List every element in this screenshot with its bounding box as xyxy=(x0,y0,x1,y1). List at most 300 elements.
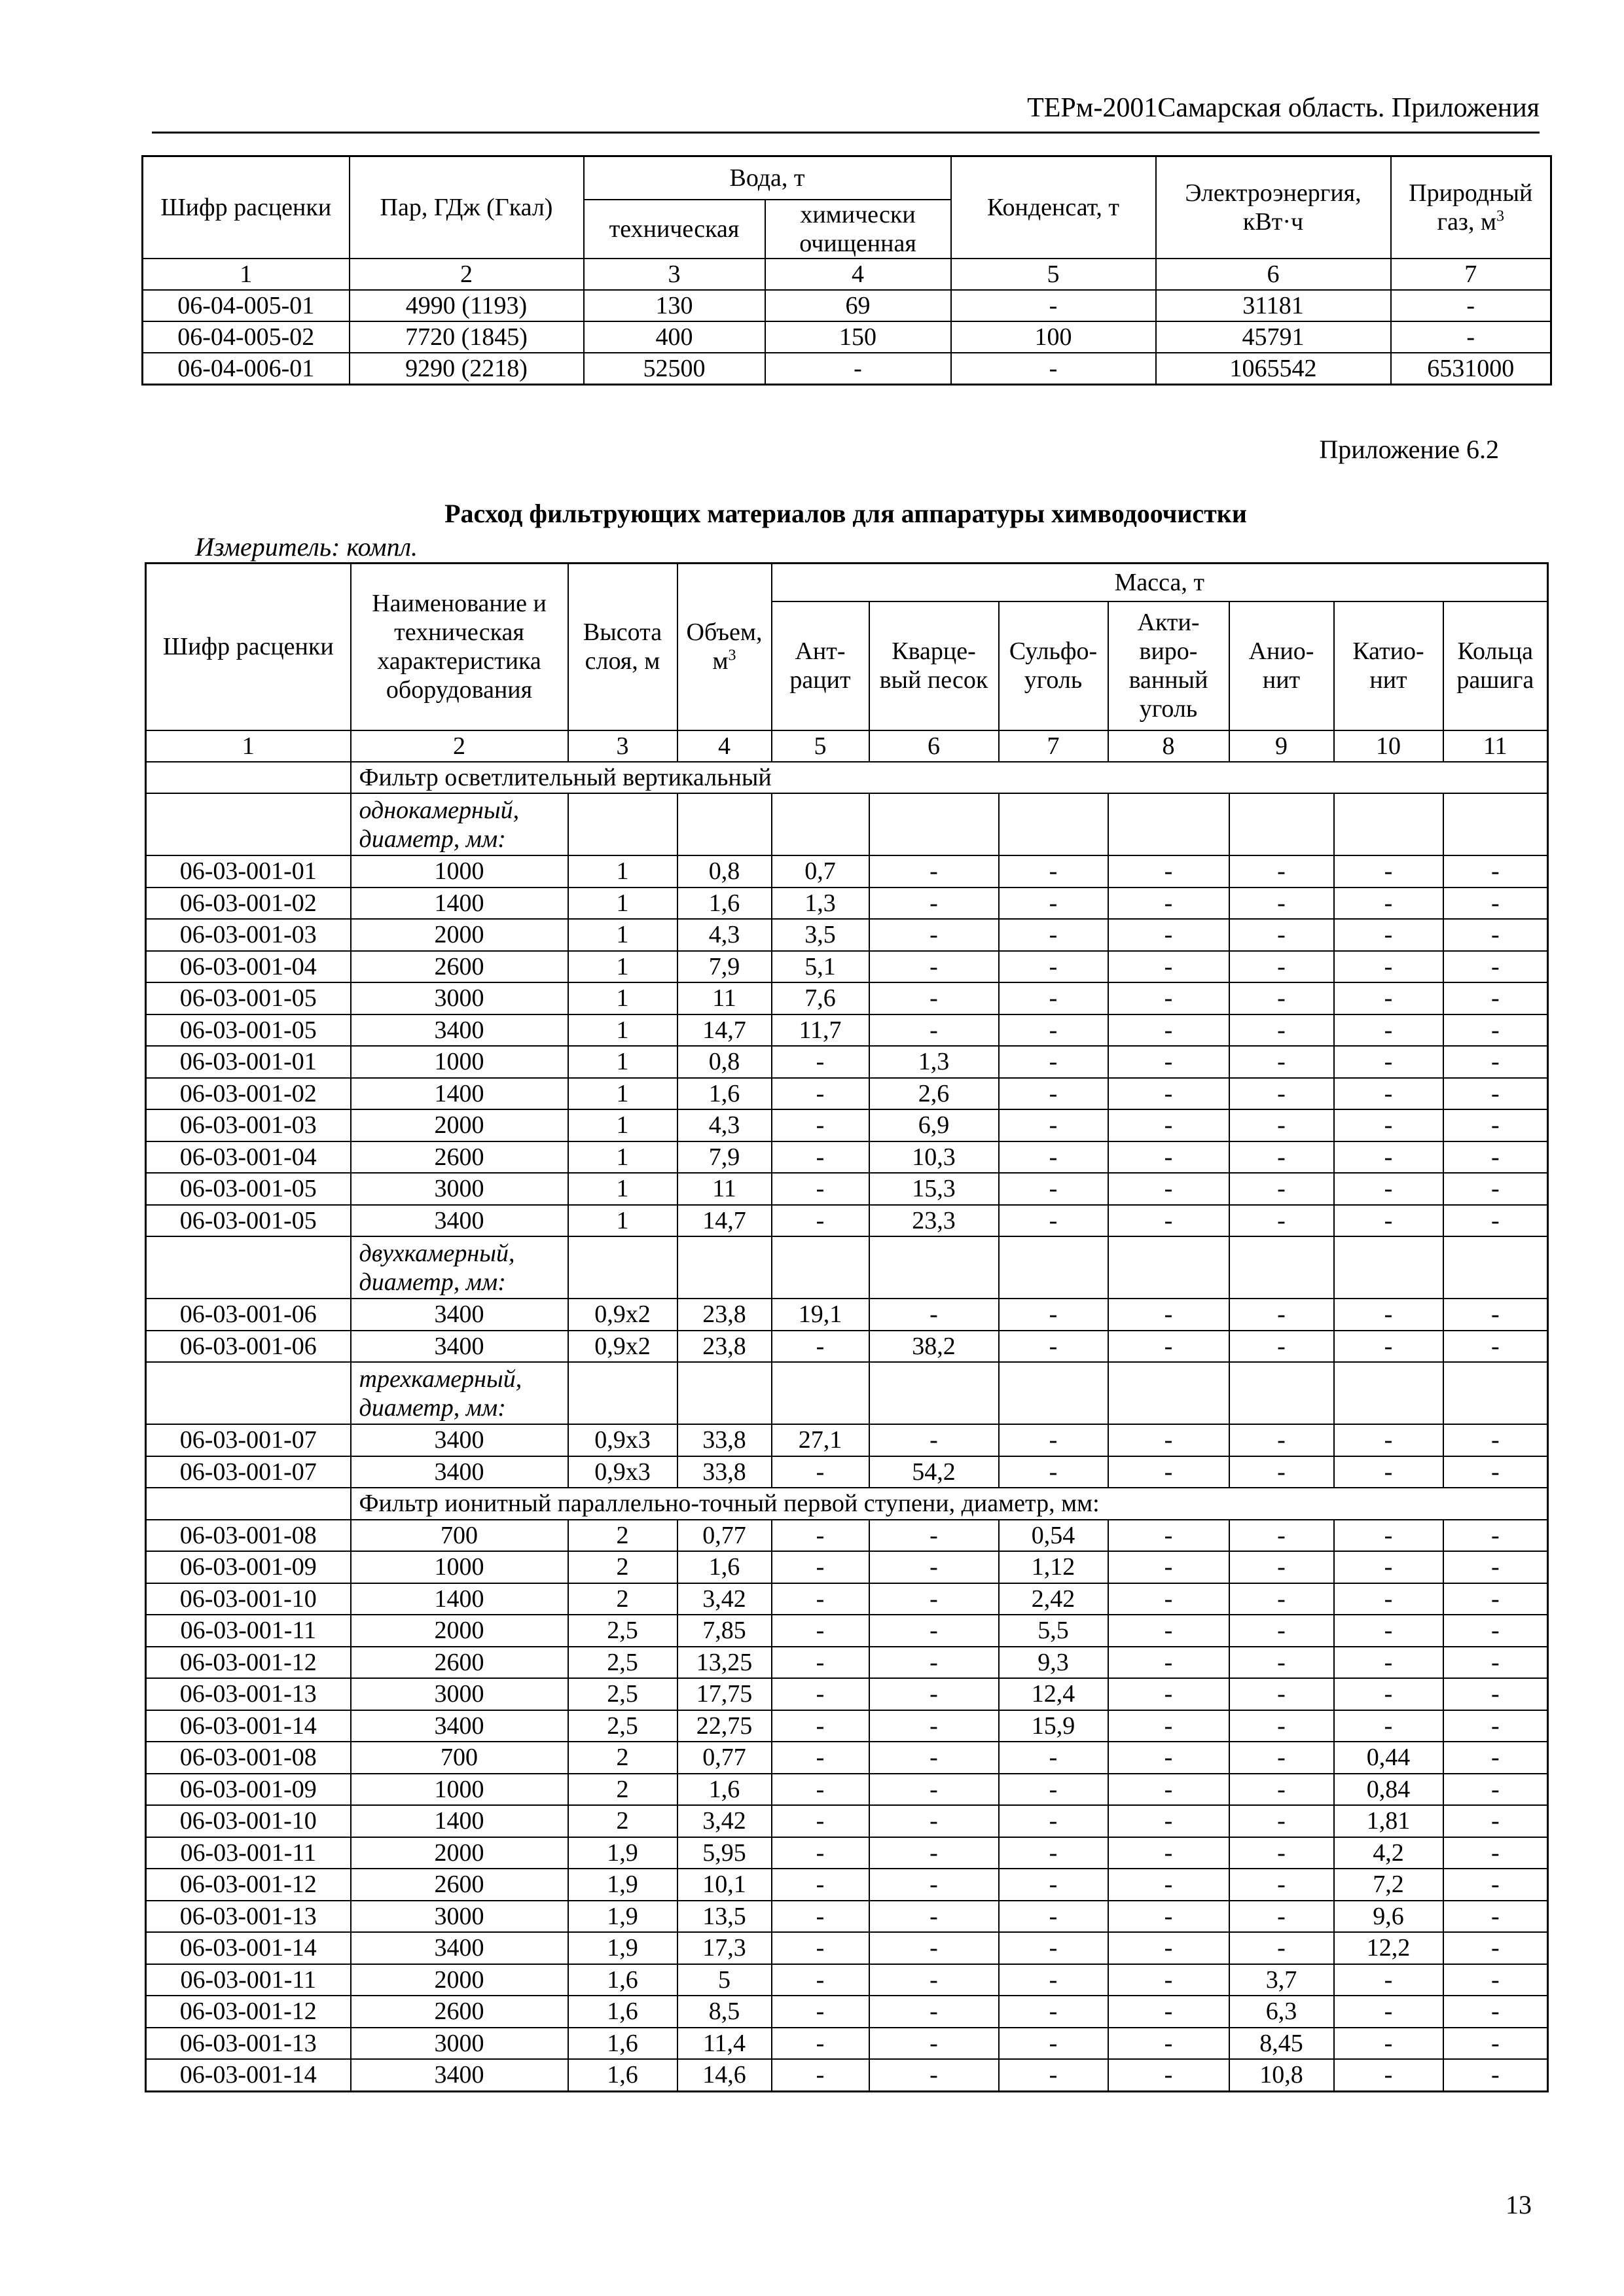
value-cell: - xyxy=(1334,855,1443,888)
column-number-row xyxy=(146,730,1548,762)
value-cell: - xyxy=(1334,1046,1443,1078)
value-cell: - xyxy=(1229,1331,1334,1363)
col-quartz-header: Кварце-вый песок xyxy=(869,601,999,730)
value-cell: - xyxy=(772,1742,869,1774)
value-cell: 1000 xyxy=(351,1774,568,1806)
value-cell: 4,2 xyxy=(1334,1837,1443,1869)
rate-code-cell: 06-03-001-09 xyxy=(146,1774,351,1806)
value-cell: - xyxy=(1334,919,1443,951)
value-cell: 13,25 xyxy=(677,1647,772,1679)
value-cell: - xyxy=(1443,1109,1548,1141)
value-cell: - xyxy=(1108,1078,1229,1110)
table-row xyxy=(146,1774,1548,1806)
value-cell: 3400 xyxy=(351,1331,568,1363)
value-cell: 0,8 xyxy=(677,855,772,888)
value-cell: 1 xyxy=(568,1173,677,1205)
value-cell: 1,12 xyxy=(999,1551,1108,1583)
col-cationite-header: Катио-нит xyxy=(1334,601,1443,730)
value-cell: - xyxy=(999,1173,1108,1205)
table-row xyxy=(146,982,1548,1014)
appendix-label: Приложение 6.2 xyxy=(1319,435,1499,464)
value-cell: 1,6 xyxy=(677,1774,772,1806)
rate-code-cell: 06-03-001-02 xyxy=(146,888,351,920)
value-cell: - xyxy=(1334,1583,1443,1615)
value-cell: - xyxy=(1334,1014,1443,1047)
value-cell: - xyxy=(772,1520,869,1552)
col-activated-header: Акти-виро-ванный уголь xyxy=(1108,601,1229,730)
value-cell: - xyxy=(1334,1551,1443,1583)
column-number: 6 xyxy=(1156,259,1391,290)
value-cell: 54,2 xyxy=(869,1456,999,1488)
value-cell: 0,77 xyxy=(677,1742,772,1774)
value-cell: 3400 xyxy=(351,1932,568,1964)
value-cell: - xyxy=(1229,1869,1334,1901)
column-number: 3 xyxy=(584,259,765,290)
value-cell: 23,8 xyxy=(677,1331,772,1363)
rate-code-cell: 06-03-001-07 xyxy=(146,1456,351,1488)
column-number: 2 xyxy=(351,730,568,762)
value-cell: 3400 xyxy=(351,1424,568,1456)
value-cell: - xyxy=(1334,951,1443,983)
col-gas-label: Природный газ, м xyxy=(1409,179,1533,236)
value-cell: 8,5 xyxy=(677,1996,772,2028)
table-row xyxy=(146,1046,1548,1078)
value-cell: 1,9 xyxy=(568,1837,677,1869)
value-cell: 2,5 xyxy=(568,1615,677,1647)
value-cell: - xyxy=(1334,1424,1443,1456)
value-cell: - xyxy=(1443,1173,1548,1205)
value-cell: 17,3 xyxy=(677,1932,772,1964)
value-cell: 1,9 xyxy=(568,1901,677,1933)
value-cell: 5,5 xyxy=(999,1615,1108,1647)
value-cell: 2600 xyxy=(351,1141,568,1174)
value-cell: 14,7 xyxy=(677,1205,772,1237)
value-cell: 27,1 xyxy=(772,1424,869,1456)
value-cell: - xyxy=(869,1647,999,1679)
value-cell: - xyxy=(999,1805,1108,1837)
empty-cell xyxy=(1334,1236,1443,1299)
value-cell: - xyxy=(1334,1996,1443,2028)
empty-cell xyxy=(146,1488,351,1520)
value-cell: 6,9 xyxy=(869,1109,999,1141)
value-cell: 1,9 xyxy=(568,1932,677,1964)
value-cell: - xyxy=(1391,290,1551,321)
rate-code-cell: 06-03-001-12 xyxy=(146,1869,351,1901)
empty-cell xyxy=(1443,1362,1548,1424)
value-cell: 12,2 xyxy=(1334,1932,1443,1964)
value-cell: - xyxy=(1108,1141,1229,1174)
col-sulfocoal-header: Сульфо-уголь xyxy=(999,601,1108,730)
value-cell: - xyxy=(1229,1456,1334,1488)
value-cell: - xyxy=(1443,2028,1548,2060)
value-cell: - xyxy=(869,1424,999,1456)
rate-code-cell: 06-03-001-13 xyxy=(146,1678,351,1710)
value-cell: 3400 xyxy=(351,1205,568,1237)
value-cell: - xyxy=(1229,1901,1334,1933)
value-cell: 5,95 xyxy=(677,1837,772,1869)
value-cell: - xyxy=(1108,1331,1229,1363)
value-cell: - xyxy=(999,1996,1108,2028)
subsection-title: двухкамерный, диаметр, мм: xyxy=(351,1236,568,1299)
value-cell: 2,6 xyxy=(869,1078,999,1110)
table-row xyxy=(146,1014,1548,1047)
value-cell: - xyxy=(1443,982,1548,1014)
value-cell: - xyxy=(1443,1456,1548,1488)
value-cell: 10,1 xyxy=(677,1869,772,1901)
rate-code-cell: 06-03-001-14 xyxy=(146,1932,351,1964)
table-row xyxy=(143,353,1551,385)
table-row xyxy=(146,1805,1548,1837)
rate-code-cell: 06-04-005-02 xyxy=(143,321,350,353)
value-cell: - xyxy=(1443,1964,1548,1996)
unit-label: Измеритель: компл. xyxy=(195,532,418,562)
rate-code-cell: 06-03-001-10 xyxy=(146,1805,351,1837)
subsection-row xyxy=(146,793,1548,855)
value-cell: - xyxy=(869,1710,999,1742)
value-cell: - xyxy=(1108,1710,1229,1742)
value-cell: - xyxy=(1334,1299,1443,1331)
value-cell: 2 xyxy=(568,1551,677,1583)
value-cell: - xyxy=(1108,1205,1229,1237)
value-cell: - xyxy=(1108,1647,1229,1679)
value-cell: 1400 xyxy=(351,1805,568,1837)
value-cell: 3000 xyxy=(351,982,568,1014)
value-cell: - xyxy=(1443,919,1548,951)
value-cell: 1 xyxy=(568,951,677,983)
rate-code-cell: 06-04-005-01 xyxy=(143,290,350,321)
table-row xyxy=(146,1869,1548,1901)
value-cell: 2,5 xyxy=(568,1678,677,1710)
value-cell: - xyxy=(999,1424,1108,1456)
value-cell: - xyxy=(772,1173,869,1205)
value-cell: - xyxy=(1334,1456,1443,1488)
value-cell: 9,3 xyxy=(999,1647,1108,1679)
value-cell: - xyxy=(1229,1551,1334,1583)
value-cell: 1 xyxy=(568,1046,677,1078)
value-cell: - xyxy=(1443,951,1548,983)
value-cell: - xyxy=(1443,1551,1548,1583)
col-volume-label: Объем, м xyxy=(686,619,763,675)
table-row xyxy=(146,855,1548,888)
value-cell: 14,6 xyxy=(677,2059,772,2091)
value-cell: - xyxy=(1443,1424,1548,1456)
col-raschig-header: Кольца рашига xyxy=(1443,601,1548,730)
value-cell: - xyxy=(1108,1996,1229,2028)
column-number: 5 xyxy=(951,259,1156,290)
value-cell: - xyxy=(1229,951,1334,983)
rate-code-cell: 06-03-001-04 xyxy=(146,1141,351,1174)
value-cell: 1 xyxy=(568,1109,677,1141)
value-cell: - xyxy=(869,1678,999,1710)
rate-code-cell: 06-03-001-04 xyxy=(146,951,351,983)
value-cell: 12,4 xyxy=(999,1678,1108,1710)
value-cell: - xyxy=(869,1901,999,1933)
value-cell: 7720 (1845) xyxy=(350,321,584,353)
column-number: 4 xyxy=(765,259,951,290)
value-cell: 15,3 xyxy=(869,1173,999,1205)
value-cell: 1 xyxy=(568,919,677,951)
column-number-row xyxy=(143,259,1551,290)
value-cell: - xyxy=(1443,1205,1548,1237)
value-cell: - xyxy=(1443,1774,1548,1806)
empty-cell xyxy=(999,1236,1108,1299)
value-cell: - xyxy=(1229,1014,1334,1047)
value-cell: 1 xyxy=(568,1141,677,1174)
rate-code-cell: 06-03-001-05 xyxy=(146,982,351,1014)
rate-code-cell: 06-03-001-05 xyxy=(146,1014,351,1047)
value-cell: 2600 xyxy=(351,1869,568,1901)
value-cell: - xyxy=(1334,2028,1443,2060)
value-cell: - xyxy=(772,1710,869,1742)
value-cell: - xyxy=(869,2059,999,2091)
col-steam-header: Пар, ГДж (Гкал) xyxy=(350,156,584,259)
value-cell: 6531000 xyxy=(1391,353,1551,385)
value-cell: 3000 xyxy=(351,2028,568,2060)
value-cell: 1,3 xyxy=(869,1046,999,1078)
value-cell: - xyxy=(772,1078,869,1110)
value-cell: - xyxy=(999,1901,1108,1933)
value-cell: 1000 xyxy=(351,1551,568,1583)
value-cell: 0,9x2 xyxy=(568,1331,677,1363)
value-cell: 10,8 xyxy=(1229,2059,1334,2091)
value-cell: - xyxy=(869,1837,999,1869)
table1-body xyxy=(143,259,1551,385)
table-row xyxy=(146,1173,1548,1205)
value-cell: 2600 xyxy=(351,1647,568,1679)
value-cell: - xyxy=(1108,1901,1229,1933)
rate-code-cell: 06-03-001-09 xyxy=(146,1551,351,1583)
value-cell: - xyxy=(772,1869,869,1901)
value-cell: - xyxy=(869,1742,999,1774)
empty-cell xyxy=(1334,1362,1443,1424)
value-cell: 7,2 xyxy=(1334,1869,1443,1901)
value-cell: - xyxy=(1229,1837,1334,1869)
value-cell: - xyxy=(1443,1078,1548,1110)
value-cell: 33,8 xyxy=(677,1456,772,1488)
value-cell: - xyxy=(999,1046,1108,1078)
subsection-title: трехкамерный, диаметр, мм: xyxy=(351,1362,568,1424)
value-cell: 1,6 xyxy=(568,2028,677,2060)
value-cell: - xyxy=(869,919,999,951)
value-cell: - xyxy=(999,1078,1108,1110)
value-cell: - xyxy=(1108,888,1229,920)
value-cell: - xyxy=(999,855,1108,888)
value-cell: - xyxy=(1229,1805,1334,1837)
resources-table xyxy=(141,155,1552,386)
value-cell: - xyxy=(1443,855,1548,888)
header-rule xyxy=(152,132,1540,134)
value-cell: - xyxy=(1334,1205,1443,1237)
value-cell: 1,3 xyxy=(772,888,869,920)
value-cell: - xyxy=(1108,1520,1229,1552)
value-cell: - xyxy=(999,2059,1108,2091)
value-cell: 700 xyxy=(351,1742,568,1774)
rate-code-cell: 06-04-006-01 xyxy=(143,353,350,385)
column-number: 4 xyxy=(677,730,772,762)
value-cell: - xyxy=(999,982,1108,1014)
value-cell: - xyxy=(1229,1678,1334,1710)
value-cell: 4990 (1193) xyxy=(350,290,584,321)
value-cell: 0,77 xyxy=(677,1520,772,1552)
value-cell: - xyxy=(772,1205,869,1237)
value-cell: - xyxy=(1108,1774,1229,1806)
table-row xyxy=(146,1710,1548,1742)
value-cell: - xyxy=(1229,1774,1334,1806)
table2-body xyxy=(146,730,1548,2092)
value-cell: 38,2 xyxy=(869,1331,999,1363)
value-cell: 4,3 xyxy=(677,1109,772,1141)
value-cell: - xyxy=(1229,919,1334,951)
rate-code-cell: 06-03-001-01 xyxy=(146,1046,351,1078)
column-number: 5 xyxy=(772,730,869,762)
value-cell: - xyxy=(772,2028,869,2060)
value-cell: 3400 xyxy=(351,2059,568,2091)
value-cell: 1 xyxy=(568,1014,677,1047)
value-cell: - xyxy=(1334,1520,1443,1552)
value-cell: 2000 xyxy=(351,1837,568,1869)
value-cell: 1,81 xyxy=(1334,1805,1443,1837)
table-row xyxy=(146,1109,1548,1141)
value-cell: 2 xyxy=(568,1583,677,1615)
value-cell: 5,1 xyxy=(772,951,869,983)
col-code-header: Шифр расценки xyxy=(146,564,351,730)
table-row xyxy=(143,321,1551,353)
value-cell: - xyxy=(999,1869,1108,1901)
col-water-chem-header: химически очищенная xyxy=(765,200,951,259)
rate-code-cell: 06-03-001-10 xyxy=(146,1583,351,1615)
table-row xyxy=(146,1964,1548,1996)
empty-cell xyxy=(568,1236,677,1299)
rate-code-cell: 06-03-001-11 xyxy=(146,1837,351,1869)
table-row xyxy=(146,2028,1548,2060)
rate-code-cell: 06-03-001-13 xyxy=(146,2028,351,2060)
value-cell: - xyxy=(1443,1678,1548,1710)
value-cell: 2,5 xyxy=(568,1647,677,1679)
rate-code-cell: 06-03-001-14 xyxy=(146,2059,351,2091)
rate-code-cell: 06-03-001-03 xyxy=(146,919,351,951)
value-cell: - xyxy=(772,1678,869,1710)
section-row xyxy=(146,1488,1548,1520)
value-cell: - xyxy=(999,888,1108,920)
value-cell: - xyxy=(772,1996,869,2028)
value-cell: 7,6 xyxy=(772,982,869,1014)
value-cell: - xyxy=(1443,888,1548,920)
col-anionite-header: Анио-нит xyxy=(1229,601,1334,730)
empty-cell xyxy=(1229,793,1334,855)
value-cell: - xyxy=(1443,1014,1548,1047)
value-cell: - xyxy=(869,1805,999,1837)
value-cell: 2000 xyxy=(351,1109,568,1141)
value-cell: 7,9 xyxy=(677,1141,772,1174)
value-cell: 3400 xyxy=(351,1456,568,1488)
value-cell: 3000 xyxy=(351,1173,568,1205)
rate-code-cell: 06-03-001-02 xyxy=(146,1078,351,1110)
value-cell: - xyxy=(999,1109,1108,1141)
value-cell: - xyxy=(772,1331,869,1363)
col-anthracite-header: Ант-рацит xyxy=(772,601,869,730)
value-cell: 1 xyxy=(568,982,677,1014)
rate-code-cell: 06-03-001-03 xyxy=(146,1109,351,1141)
empty-cell xyxy=(146,1362,351,1424)
value-cell: - xyxy=(772,1964,869,1996)
table-row xyxy=(146,1996,1548,2028)
value-cell: 0,44 xyxy=(1334,1742,1443,1774)
value-cell: - xyxy=(1229,855,1334,888)
value-cell: 1 xyxy=(568,1205,677,1237)
value-cell: 1400 xyxy=(351,1078,568,1110)
empty-cell xyxy=(677,793,772,855)
value-cell: - xyxy=(1108,1014,1229,1047)
value-cell: 3,42 xyxy=(677,1805,772,1837)
value-cell: 45791 xyxy=(1156,321,1391,353)
value-cell: - xyxy=(1108,951,1229,983)
value-cell: - xyxy=(999,1141,1108,1174)
table-row xyxy=(146,2059,1548,2091)
value-cell: - xyxy=(869,982,999,1014)
column-number: 9 xyxy=(1229,730,1334,762)
value-cell: - xyxy=(1229,1583,1334,1615)
value-cell: - xyxy=(1334,1964,1443,1996)
value-cell: 130 xyxy=(584,290,765,321)
value-cell: - xyxy=(772,1837,869,1869)
table-row xyxy=(146,1742,1548,1774)
rate-code-cell: 06-03-001-12 xyxy=(146,1996,351,2028)
value-cell: - xyxy=(1229,1109,1334,1141)
value-cell: - xyxy=(1443,1837,1548,1869)
value-cell: - xyxy=(869,1615,999,1647)
value-cell: - xyxy=(1108,1424,1229,1456)
value-cell: - xyxy=(999,2028,1108,2060)
value-cell: - xyxy=(869,951,999,983)
value-cell: - xyxy=(1334,1710,1443,1742)
table-row xyxy=(146,1331,1548,1363)
value-cell: 1,6 xyxy=(568,2059,677,2091)
section-title: Фильтр ионитный параллельно-точный первой ступени, диаметр, мм: xyxy=(351,1488,1548,1520)
rate-code-cell: 06-03-001-12 xyxy=(146,1647,351,1679)
value-cell: 0,9x2 xyxy=(568,1299,677,1331)
value-cell: - xyxy=(951,353,1156,385)
value-cell: 1400 xyxy=(351,1583,568,1615)
value-cell: - xyxy=(1443,1901,1548,1933)
value-cell: 3,42 xyxy=(677,1583,772,1615)
value-cell: 2 xyxy=(568,1805,677,1837)
empty-cell xyxy=(1334,793,1443,855)
column-number: 10 xyxy=(1334,730,1443,762)
value-cell: - xyxy=(1443,2059,1548,2091)
value-cell: 11 xyxy=(677,1173,772,1205)
value-cell: 15,9 xyxy=(999,1710,1108,1742)
value-cell: 9290 (2218) xyxy=(350,353,584,385)
value-cell: 2000 xyxy=(351,919,568,951)
table-row xyxy=(146,1615,1548,1647)
value-cell: 1,6 xyxy=(568,1964,677,1996)
value-cell: - xyxy=(1229,1742,1334,1774)
value-cell: 9,6 xyxy=(1334,1901,1443,1933)
value-cell: - xyxy=(1108,1837,1229,1869)
value-cell: - xyxy=(1229,1932,1334,1964)
value-cell: 0,54 xyxy=(999,1520,1108,1552)
col-name-header: Наименование и техническая характеристика оборудования xyxy=(351,564,568,730)
value-cell: 11 xyxy=(677,982,772,1014)
value-cell: - xyxy=(1334,1678,1443,1710)
value-cell: - xyxy=(1108,855,1229,888)
value-cell: 3400 xyxy=(351,1710,568,1742)
table-row xyxy=(146,1141,1548,1174)
value-cell: - xyxy=(1334,1647,1443,1679)
value-cell: - xyxy=(772,1456,869,1488)
value-cell: 3400 xyxy=(351,1014,568,1047)
value-cell: - xyxy=(999,1299,1108,1331)
